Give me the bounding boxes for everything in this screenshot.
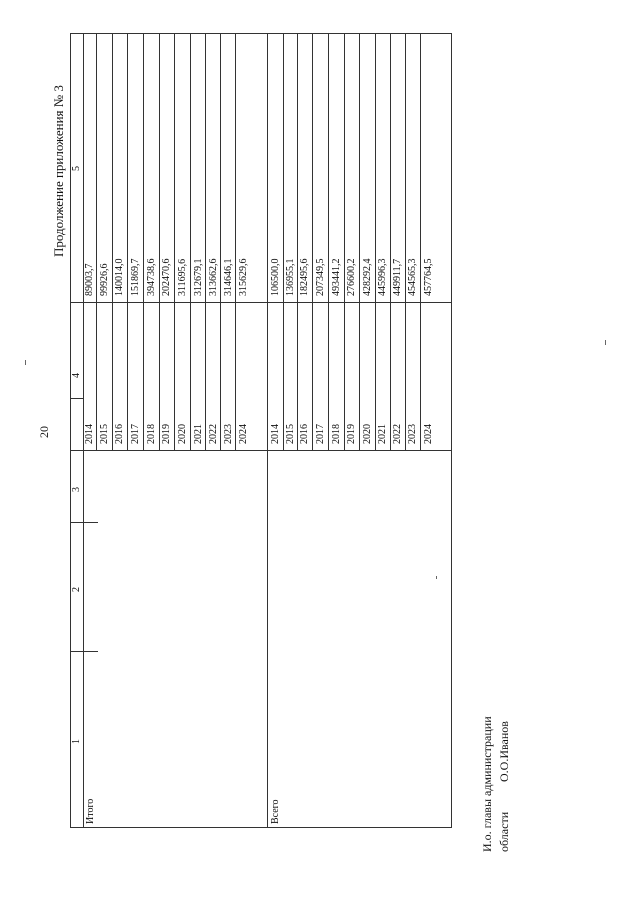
year-cell: 2023 [407,424,418,444]
year-cell: 2023 [223,424,234,444]
value-cell: 140014,0 [114,258,125,296]
value-cell: 315629,6 [238,258,249,296]
col-divider-3-2 [70,522,98,523]
year-cell: 2014 [270,424,281,444]
year-cell: 2015 [285,424,296,444]
year-cell: 2016 [114,424,125,444]
year-cell: 2016 [299,424,310,444]
year-cell: 2017 [315,424,326,444]
year-cell: 2019 [161,424,172,444]
col-divider-2-1 [70,651,98,652]
group-label-itogo: Итого [85,798,96,824]
year-cell: 2014 [84,424,95,444]
row-line [328,33,329,451]
row-line [190,33,191,451]
col-header-5: 5 [71,166,82,171]
value-cell: 89003,7 [84,263,95,296]
group-divider [267,33,268,827]
value-cell: 493441,2 [331,258,342,296]
row-line [159,33,160,451]
year-cell: 2022 [392,424,403,444]
year-cell: 2021 [377,424,388,444]
row-line [405,33,406,451]
row-line [205,33,206,451]
table-border-left [70,33,71,827]
value-cell: 207349,5 [315,258,326,296]
year-cell: 2022 [208,424,219,444]
year-cell: 2019 [346,424,357,444]
continuation-title: Продолжение приложения № 3 [51,85,66,257]
col-header-1: 1 [71,739,82,744]
row-line [390,33,391,451]
group-label-vsego: Всего [270,799,281,824]
scan-mark [605,340,606,345]
scan-mark [436,576,437,579]
value-cell: 394738,6 [146,258,157,296]
year-cell: 2020 [177,424,188,444]
row-line [143,33,144,451]
row-line [127,33,128,451]
year-cell: 2018 [331,424,342,444]
value-cell: 276600,2 [346,258,357,296]
scan-mark [25,360,26,365]
row-line [235,33,236,451]
year-cell: 2024 [423,424,434,444]
table-border-right [451,33,452,827]
year-cell: 2024 [238,424,249,444]
row-line [283,33,284,451]
row-line [375,33,376,451]
col-header-4: 4 [71,373,82,378]
signature-line-2-left: области [497,811,511,852]
year-cell: 2018 [146,424,157,444]
value-cell: 449911,7 [392,258,403,296]
year-cell: 2020 [362,424,373,444]
row-line [420,33,421,451]
value-cell: 445996,3 [377,258,388,296]
row-line [344,33,345,451]
value-cell: 182495,6 [299,258,310,296]
col-header-3: 3 [71,487,82,492]
signature-line-1: И.о. главы администрации [480,716,494,852]
row-line [96,33,97,451]
row-line [297,33,298,451]
row-line [220,33,221,451]
value-cell: 136955,1 [285,258,296,296]
value-cell: 99926,6 [99,263,110,296]
year-cell: 2021 [193,424,204,444]
row-line [112,33,113,451]
value-cell: 312679,1 [193,258,204,296]
row-line [174,33,175,451]
value-cell: 313662,6 [208,258,219,296]
header-tick [70,398,83,399]
year-cell: 2015 [99,424,110,444]
value-cell: 106500,0 [270,258,281,296]
value-cell: 314646,1 [223,258,234,296]
row-line [359,33,360,451]
value-cell: 454565,3 [407,258,418,296]
signature-line-2-right: О.О.Иванов [497,721,511,782]
value-cell: 151869,7 [130,258,141,296]
value-cell: 428292,4 [362,258,373,296]
row-line [312,33,313,451]
value-cell: 311695,6 [177,258,188,296]
page-number: 20 [37,426,51,438]
value-cell: 202470,6 [161,258,172,296]
table-border-bottom [70,827,452,828]
col-header-2: 2 [71,587,82,592]
year-cell: 2017 [130,424,141,444]
value-cell: 457764,5 [423,258,434,296]
